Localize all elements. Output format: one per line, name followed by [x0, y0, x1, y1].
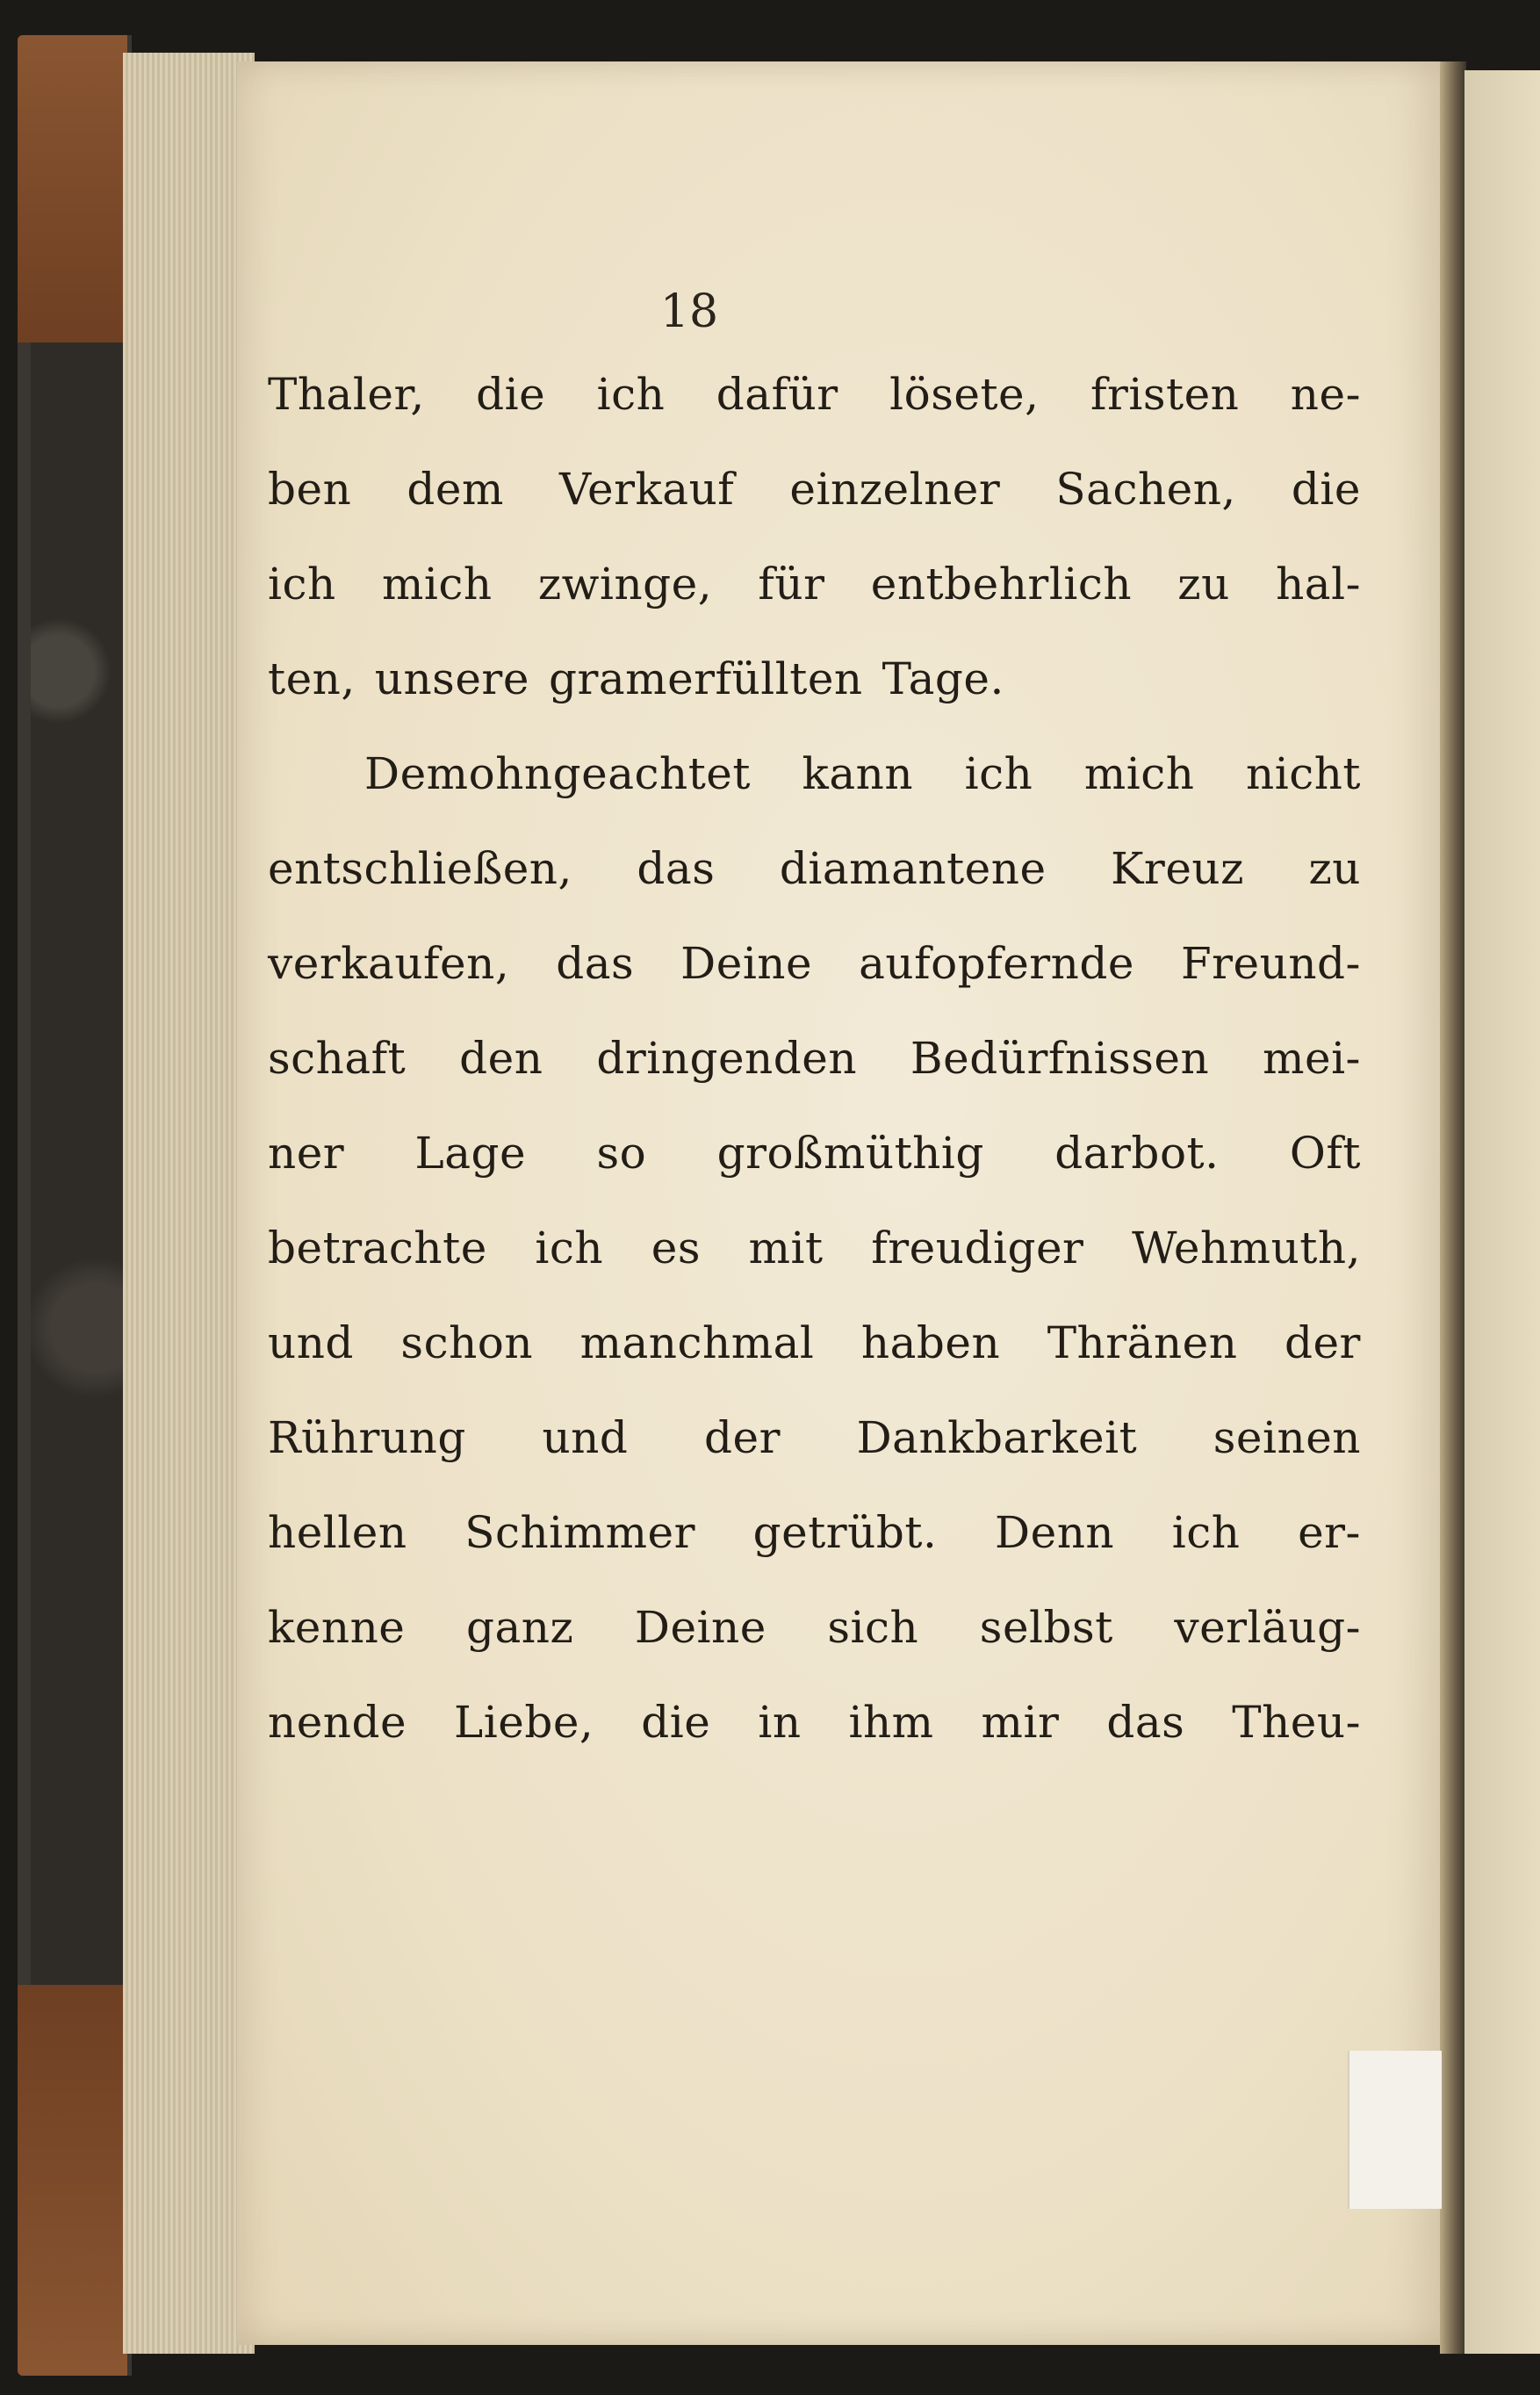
word: Tage. [882, 653, 1004, 704]
word: dringenden [596, 1033, 858, 1084]
word: sich [827, 1602, 919, 1653]
word: mir [981, 1697, 1060, 1748]
word: Deine [680, 938, 813, 989]
text-line [268, 726, 1361, 821]
word: entschließen, [268, 843, 572, 894]
text-line [268, 1011, 1361, 1106]
word: hal- [1276, 559, 1361, 610]
page-text [268, 347, 1361, 1770]
word: Demohngeachtet [364, 748, 751, 799]
word: darbot. [1054, 1128, 1220, 1179]
word: ich [535, 1223, 604, 1273]
word: hellen [268, 1507, 407, 1558]
word: das [1106, 1697, 1185, 1748]
word: zwinge, [537, 559, 713, 610]
word: mich [381, 559, 493, 610]
word: Bedürfnissen [910, 1033, 1210, 1084]
text-line [268, 1485, 1361, 1580]
word: verkaufen, [268, 938, 510, 989]
text-line [268, 821, 1361, 916]
word: so [596, 1128, 647, 1179]
word: nende [268, 1697, 407, 1748]
text-line [268, 1675, 1361, 1770]
page-number: 18 [659, 285, 719, 338]
word: verläug- [1174, 1602, 1361, 1653]
word: das [637, 843, 716, 894]
word: Thaler, [268, 369, 425, 420]
word: zu [1177, 559, 1230, 610]
word: manchmal [579, 1317, 815, 1368]
word: nicht [1246, 748, 1361, 799]
word: und [268, 1317, 354, 1368]
text-line [268, 1295, 1361, 1390]
text-line [268, 1201, 1361, 1295]
word: einzelner [789, 464, 1001, 515]
word: Kreuz [1111, 843, 1244, 894]
word: das [556, 938, 635, 989]
word: getrübt. [752, 1507, 938, 1558]
word: ne- [1290, 369, 1361, 420]
word: dem [407, 464, 504, 515]
word: lösete, [889, 369, 1040, 420]
word: er- [1298, 1507, 1361, 1558]
text-line [268, 1580, 1361, 1675]
word: mich [1083, 748, 1195, 799]
page-edges [123, 53, 255, 2354]
word: mei- [1263, 1033, 1361, 1084]
word: haben [860, 1317, 1001, 1368]
word: Verkauf [558, 464, 735, 515]
word: freudiger [871, 1223, 1084, 1273]
text-line [268, 1390, 1361, 1485]
word: zu [1308, 843, 1361, 894]
word: Rührung [268, 1412, 466, 1463]
word: Dankbarkeit [856, 1412, 1138, 1463]
word: ben [268, 464, 352, 515]
text-line [268, 916, 1361, 1011]
word: ganz [465, 1602, 574, 1653]
word: den [459, 1033, 543, 1084]
word: Thränen [1047, 1317, 1238, 1368]
text-line [268, 442, 1361, 537]
word: diamantene [779, 843, 1047, 894]
word: der [1284, 1317, 1361, 1368]
facing-page-edge [1464, 70, 1540, 2354]
word: ihm [848, 1697, 934, 1748]
text-line [268, 631, 1361, 726]
word: aufopfernde [859, 938, 1134, 989]
word: es [651, 1223, 701, 1273]
word: für [758, 559, 825, 610]
word: in [758, 1697, 802, 1748]
paper-tab [1348, 2051, 1442, 2209]
book-gutter [1440, 61, 1466, 2354]
word: ner [268, 1128, 345, 1179]
word: kenne [268, 1602, 406, 1653]
cover-marbled-paper [31, 343, 123, 1985]
word: ich [964, 748, 1033, 799]
word: Lage [414, 1128, 527, 1179]
word: Wehmuth, [1132, 1223, 1361, 1273]
word: Theu- [1232, 1697, 1361, 1748]
word: Schimmer [464, 1507, 695, 1558]
word: ten, [268, 653, 356, 704]
text-line [268, 537, 1361, 631]
word: mit [748, 1223, 824, 1273]
word: entbehrlich [870, 559, 1133, 610]
word: dafür [716, 369, 838, 420]
word: ich [596, 369, 666, 420]
word: ich [1171, 1507, 1241, 1558]
word: schon [400, 1317, 534, 1368]
word: Denn [995, 1507, 1115, 1558]
word: seinen [1213, 1412, 1361, 1463]
word: Sachen, [1055, 464, 1236, 515]
word: die [1291, 464, 1361, 515]
word: Deine [634, 1602, 766, 1653]
text-line [268, 1106, 1361, 1201]
word: Liebe, [454, 1697, 594, 1748]
word: selbst [979, 1602, 1113, 1653]
word: fristen [1090, 369, 1240, 420]
word: großmüthig [716, 1128, 984, 1179]
text-line [268, 347, 1361, 442]
word: Oft [1289, 1128, 1361, 1179]
word: ich [268, 559, 336, 610]
cover-leather-corner-bottom [18, 1985, 127, 2376]
word: Freund- [1180, 938, 1361, 989]
word: der [703, 1412, 781, 1463]
word: gramerfüllten [548, 653, 863, 704]
word: unsere [374, 653, 529, 704]
word: und [542, 1412, 629, 1463]
word: die [476, 369, 546, 420]
word: betrachte [268, 1223, 487, 1273]
word: kann [802, 748, 914, 799]
word: die [641, 1697, 711, 1748]
word: schaft [268, 1033, 407, 1084]
